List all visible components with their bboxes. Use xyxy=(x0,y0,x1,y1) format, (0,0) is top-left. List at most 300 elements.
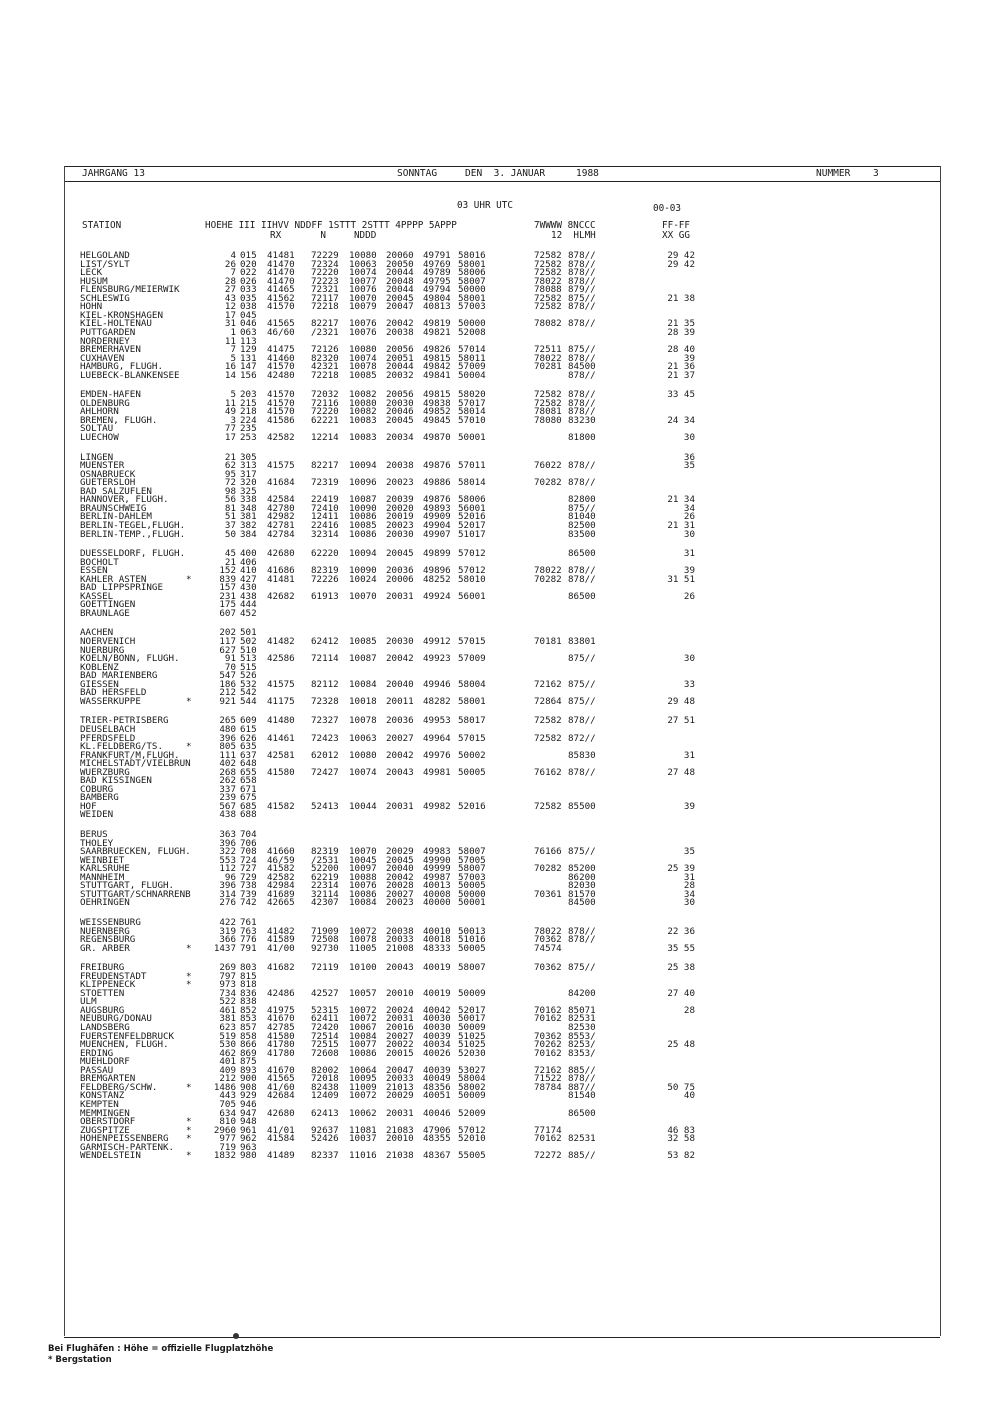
station-name: BERUS xyxy=(80,829,108,840)
station-height: 77 xyxy=(224,423,236,435)
group-7wwww: 72162 xyxy=(534,678,562,690)
group-1sttt: 10086 xyxy=(349,1047,377,1059)
group-ihvv: 41975 xyxy=(267,1004,295,1016)
station-name: LANDSBERG xyxy=(80,1022,130,1033)
group-2sttt: 20023 xyxy=(386,477,414,489)
group-nddff: 72508 xyxy=(311,934,339,946)
group-1sttt: 10037 xyxy=(349,1133,377,1145)
group-1sttt: 10084 xyxy=(349,1030,377,1042)
station-id: 727 xyxy=(240,863,257,875)
station-height: 839 xyxy=(219,573,236,585)
station-id: 818 xyxy=(240,979,257,991)
station-name: BAMBERG xyxy=(80,792,119,804)
station-height: 314 xyxy=(219,888,236,900)
group-2sttt: 20010 xyxy=(386,1133,414,1145)
group-8nccc: 86500 xyxy=(568,548,596,560)
group-ihvv: 41489 xyxy=(267,1150,295,1162)
station-name: AHLHORN xyxy=(80,406,119,418)
frame-bottom-rule xyxy=(64,1337,940,1338)
group-4pppp: 40049 xyxy=(423,1073,451,1085)
mountain-station-marker: * xyxy=(186,741,192,753)
station-height: 719 xyxy=(219,1141,236,1153)
group-nddff: 32314 xyxy=(311,528,339,540)
station-name: LUEBECK-BLANKENSEE xyxy=(80,369,180,381)
group-ihvv: 41470 xyxy=(267,267,295,279)
group-7wwww: 72582 xyxy=(534,301,562,313)
station-id: 724 xyxy=(240,854,257,866)
group-5appp: 58004 xyxy=(458,1073,486,1085)
station-id: 852 xyxy=(240,1004,257,1016)
group-ihvv: 41575 xyxy=(267,460,295,472)
group-ff: 30 xyxy=(683,528,695,540)
station-name: STUTTGART, FLUGH. xyxy=(80,880,175,892)
group-1sttt: 10087 xyxy=(349,653,377,665)
group-ff: 39 xyxy=(683,800,695,812)
group-2sttt: 20047 xyxy=(386,301,414,313)
group-ff: 30 xyxy=(683,897,695,909)
group-4pppp: 40013 xyxy=(423,880,451,892)
station-height: 212 xyxy=(219,1073,236,1085)
station-height: 56 xyxy=(224,494,236,506)
group-8nccc: 86500 xyxy=(568,590,596,602)
header-day: SONNTAG xyxy=(397,168,438,179)
station-name: EMDEN-HAFEN xyxy=(80,389,141,401)
station-name: KOBLENZ xyxy=(80,661,119,673)
station-id: 658 xyxy=(240,775,257,787)
group-1sttt: 10063 xyxy=(349,732,377,744)
group-5appp: 58014 xyxy=(458,477,486,489)
station-id: 739 xyxy=(240,888,257,900)
station-name: BERLIN-TEMP.,FLUGH. xyxy=(80,528,186,540)
group-2sttt: 20050 xyxy=(386,258,414,270)
station-id: 147 xyxy=(240,361,257,373)
group-nddff: 71909 xyxy=(311,925,339,937)
group-2sttt: 20045 xyxy=(386,292,414,304)
station-id: 502 xyxy=(240,636,257,647)
group-2sttt: 20044 xyxy=(386,361,414,373)
group-2sttt: 20045 xyxy=(386,854,414,866)
column-station: STATION xyxy=(82,220,122,231)
station-height: 175 xyxy=(219,599,236,611)
station-name: KASSEL xyxy=(80,590,114,602)
station-height: 363 xyxy=(219,829,236,840)
group-7wwww: 76022 xyxy=(534,460,562,472)
station-height: 50 xyxy=(224,528,236,540)
station-id: 444 xyxy=(240,599,257,611)
station-id: 046 xyxy=(240,318,257,330)
mountain-station-marker: * xyxy=(186,979,192,991)
group-ihvv: 41580 xyxy=(267,766,295,778)
group-8nccc: 878// xyxy=(568,369,596,381)
group-7wwww: 76162 xyxy=(534,766,562,778)
group-nddff: 42527 xyxy=(311,987,339,999)
station-id: 513 xyxy=(240,653,257,665)
group-ff: 21 31 xyxy=(667,519,695,531)
group-4pppp: 40019 xyxy=(423,987,451,999)
station-height: 381 xyxy=(219,1013,236,1025)
group-4pppp: 48356 xyxy=(423,1081,451,1093)
station-height: 7 xyxy=(230,267,236,279)
station-id: 406 xyxy=(240,556,257,568)
station-id: 381 xyxy=(240,511,257,523)
group-4pppp: 40019 xyxy=(423,962,451,974)
group-8nccc: 81540 xyxy=(568,1090,596,1102)
group-5appp: 57011 xyxy=(458,460,486,472)
group-4pppp: 49886 xyxy=(423,477,451,489)
group-8nccc: 83230 xyxy=(568,414,596,426)
group-nddff: /2531 xyxy=(311,854,339,866)
group-4pppp: 49815 xyxy=(423,352,451,364)
group-5appp: 57009 xyxy=(458,361,486,373)
station-id: 410 xyxy=(240,565,257,577)
station-id: 776 xyxy=(240,934,257,946)
group-4pppp: 40008 xyxy=(423,888,451,900)
station-id: 325 xyxy=(240,485,257,497)
station-name: HELGOLAND xyxy=(80,250,130,261)
group-5appp: 57010 xyxy=(458,414,486,426)
group-5appp: 58014 xyxy=(458,406,486,418)
group-nddff: 52315 xyxy=(311,1004,339,1016)
group-7wwww: 72582 xyxy=(534,258,562,270)
station-id: 224 xyxy=(240,414,257,426)
station-id: 980 xyxy=(240,1150,257,1162)
group-4pppp: 48367 xyxy=(423,1150,451,1162)
column-ff-1: FF-FF xyxy=(662,220,690,231)
group-ff: 21 38 xyxy=(667,292,695,304)
group-8nccc: 84500 xyxy=(568,897,596,909)
group-7wwww: 72272 xyxy=(534,1150,562,1162)
station-name: GIESSEN xyxy=(80,678,119,690)
group-ff: 32 58 xyxy=(667,1133,695,1145)
footnote-airport-height: Bei Flughäfen : Höhe = offizielle Flugplatzhöhe xyxy=(48,1344,274,1354)
station-name: WEISSENBURG xyxy=(80,916,141,928)
group-2sttt: 20039 xyxy=(386,494,414,506)
group-2sttt: 20033 xyxy=(386,1073,414,1085)
group-1sttt: 10087 xyxy=(349,494,377,506)
group-8nccc: 878// xyxy=(568,258,596,270)
column-time-utc: 03 UHR UTC xyxy=(457,200,513,211)
group-1sttt: 10086 xyxy=(349,528,377,540)
group-2sttt: 20029 xyxy=(386,1090,414,1102)
group-nddff: 61913 xyxy=(311,590,339,602)
group-nddff: 82319 xyxy=(311,846,339,858)
station-id: 742 xyxy=(240,897,257,909)
group-4pppp: 49946 xyxy=(423,678,451,690)
station-name: ESSEN xyxy=(80,565,108,577)
group-1sttt: 10088 xyxy=(349,871,377,883)
group-5appp: 58007 xyxy=(458,275,486,287)
group-ihvv: 41482 xyxy=(267,925,295,937)
group-4pppp: 49899 xyxy=(423,548,451,560)
station-name: GARMISCH-PARTENK. xyxy=(80,1141,175,1153)
group-5appp: 52016 xyxy=(458,511,486,523)
group-7wwww: 70362 xyxy=(534,1030,562,1042)
group-2sttt: 20042 xyxy=(386,318,414,330)
group-5appp: 55005 xyxy=(458,1150,486,1162)
group-7wwww: 78022 xyxy=(534,565,562,577)
station-id: 438 xyxy=(240,590,257,602)
group-2sttt: 20038 xyxy=(386,326,414,338)
group-ihvv: 41470 xyxy=(267,258,295,270)
station-name: OSNABRUECK xyxy=(80,468,136,480)
station-height: 634 xyxy=(219,1107,236,1119)
group-ihvv: 41689 xyxy=(267,888,295,900)
group-8nccc: 8553/ xyxy=(568,1030,596,1042)
group-ff: 21 35 xyxy=(667,318,695,330)
group-ihvv: 41670 xyxy=(267,1064,295,1076)
station-height: 921 xyxy=(219,695,236,707)
group-4pppp: 49896 xyxy=(423,565,451,577)
group-4pppp: 40000 xyxy=(423,897,451,909)
group-8nccc: 885// xyxy=(568,1150,596,1162)
group-8nccc: 878// xyxy=(568,460,596,472)
station-height: 461 xyxy=(219,1004,236,1016)
group-ff: 39 xyxy=(683,352,695,364)
group-4pppp: 49909 xyxy=(423,511,451,523)
station-height: 401 xyxy=(219,1056,236,1068)
group-2sttt: 20031 xyxy=(386,800,414,812)
group-ff: 35 xyxy=(683,460,695,472)
station-height: 212 xyxy=(219,687,236,699)
station-id: 400 xyxy=(240,548,257,560)
column-header-line1: HOEHE III IIHVV NDDFF 1STTT 2STTT 4PPPP 5APPP xyxy=(205,220,457,231)
station-id: 215 xyxy=(240,397,257,409)
ink-blot xyxy=(233,1333,239,1339)
group-8nccc: 875// xyxy=(568,502,596,514)
group-ihvv: 42682 xyxy=(267,590,295,602)
group-ihvv: 42780 xyxy=(267,502,295,514)
group-nddff: 72423 xyxy=(311,732,339,744)
group-nddff: 72319 xyxy=(311,477,339,489)
group-5appp: 58001 xyxy=(458,292,486,304)
group-ihvv: 41562 xyxy=(267,292,295,304)
group-1sttt: 10070 xyxy=(349,590,377,602)
station-height: 977 xyxy=(219,1133,236,1145)
station-height: 553 xyxy=(219,854,236,866)
station-name: LECK xyxy=(80,267,103,279)
group-2sttt: 20033 xyxy=(386,934,414,946)
group-1sttt: 10072 xyxy=(349,925,377,937)
group-4pppp: 49842 xyxy=(423,361,451,373)
group-ihvv: 41/00 xyxy=(267,942,295,954)
group-1sttt: 10072 xyxy=(349,1090,377,1102)
group-4pppp: 48355 xyxy=(423,1133,451,1145)
group-ihvv: 42586 xyxy=(267,653,295,665)
group-ihvv: 41586 xyxy=(267,414,295,426)
group-8nccc: 878// xyxy=(568,934,596,946)
group-ihvv: 42581 xyxy=(267,749,295,761)
group-8nccc: 83500 xyxy=(568,528,596,540)
station-height: 3 xyxy=(230,414,236,426)
group-nddff: 72328 xyxy=(311,695,339,707)
group-4pppp: 49852 xyxy=(423,406,451,418)
station-height: 202 xyxy=(219,627,236,639)
group-4pppp: 48252 xyxy=(423,573,451,585)
station-id: 655 xyxy=(240,766,257,778)
station-name: KAHLER ASTEN xyxy=(80,573,147,585)
group-1sttt: 10070 xyxy=(349,292,377,304)
group-8nccc: 879// xyxy=(568,284,596,296)
group-8nccc: 86500 xyxy=(568,1107,596,1119)
group-7wwww: 72864 xyxy=(534,695,562,707)
group-2sttt: 20023 xyxy=(386,897,414,909)
station-height: 70 xyxy=(224,661,236,673)
group-2sttt: 20029 xyxy=(386,846,414,858)
group-2sttt: 20051 xyxy=(386,352,414,364)
station-name: OEHRINGEN xyxy=(80,897,130,909)
station-name: BAD MARIENBERG xyxy=(80,670,158,682)
group-5appp: 58006 xyxy=(458,267,486,279)
group-ff: 36 xyxy=(683,451,695,463)
station-name: FLENSBURG/MEIERWIK xyxy=(80,284,180,296)
station-height: 117 xyxy=(219,636,236,647)
group-nddff: 92637 xyxy=(311,1124,339,1136)
group-5appp: 50009 xyxy=(458,1090,486,1102)
group-1sttt: 10077 xyxy=(349,275,377,287)
group-1sttt: 10076 xyxy=(349,318,377,330)
group-7wwww: 72582 xyxy=(534,389,562,401)
station-height: 12 xyxy=(224,301,236,313)
station-id: 253 xyxy=(240,432,257,443)
station-name: MEMMINGEN xyxy=(80,1107,130,1119)
group-4pppp: 40026 xyxy=(423,1047,451,1059)
header-rule-bottom xyxy=(64,181,940,182)
station-id: 791 xyxy=(240,942,257,954)
mountain-station-marker: * xyxy=(186,695,192,707)
station-height: 49 xyxy=(224,406,236,418)
group-7wwww: 78081 xyxy=(534,406,562,418)
group-2sttt: 20043 xyxy=(386,962,414,974)
group-5appp: 57012 xyxy=(458,1124,486,1136)
header-year: 1988 xyxy=(576,168,599,179)
group-2sttt: 20045 xyxy=(386,414,414,426)
group-1sttt: 10063 xyxy=(349,258,377,270)
group-nddff: 32114 xyxy=(311,888,339,900)
group-nddff: 22416 xyxy=(311,519,339,531)
group-4pppp: 49795 xyxy=(423,275,451,287)
group-8nccc: 878// xyxy=(568,406,596,418)
group-1sttt: 11016 xyxy=(349,1150,377,1162)
group-nddff: 72032 xyxy=(311,389,339,401)
group-4pppp: 40030 xyxy=(423,1022,451,1033)
group-nddff: 82002 xyxy=(311,1064,339,1076)
group-8nccc: 885// xyxy=(568,1064,596,1076)
station-name: HOHN xyxy=(80,301,103,313)
group-nddff: 62220 xyxy=(311,548,339,560)
group-4pppp: 49826 xyxy=(423,344,451,356)
group-2sttt: 20038 xyxy=(386,925,414,937)
group-1sttt: 10018 xyxy=(349,695,377,707)
group-nddff: 72223 xyxy=(311,275,339,287)
station-height: 186 xyxy=(219,678,236,690)
group-ff: 22 36 xyxy=(667,925,695,937)
group-5appp: 50000 xyxy=(458,318,486,330)
station-id: 235 xyxy=(240,423,257,435)
group-2sttt: 20046 xyxy=(386,406,414,418)
group-ff: 33 45 xyxy=(667,389,695,401)
station-id: 761 xyxy=(240,916,257,928)
group-8nccc: 878// xyxy=(568,318,596,330)
group-nddff: 72114 xyxy=(311,653,339,665)
group-2sttt: 21008 xyxy=(386,942,414,954)
group-1sttt: 10085 xyxy=(349,369,377,381)
station-height: 231 xyxy=(219,590,236,602)
group-ihvv: 41684 xyxy=(267,477,295,489)
station-name: CUXHAVEN xyxy=(80,352,125,364)
station-id: 947 xyxy=(240,1107,257,1119)
station-height: 522 xyxy=(219,996,236,1008)
group-4pppp: 49987 xyxy=(423,871,451,883)
group-ihvv: 41570 xyxy=(267,389,295,401)
group-4pppp: 49794 xyxy=(423,284,451,296)
group-1sttt: 10067 xyxy=(349,1022,377,1033)
group-1sttt: 10094 xyxy=(349,460,377,472)
station-height: 262 xyxy=(219,775,236,787)
station-height: 31 xyxy=(224,318,236,330)
group-ff: 28 xyxy=(683,1004,695,1016)
column-ff-2: XX GG xyxy=(662,230,690,241)
group-5appp: 50013 xyxy=(458,925,486,937)
station-name: FELDBERG/SCHW. xyxy=(80,1081,158,1093)
group-4pppp: 40034 xyxy=(423,1039,451,1051)
station-height: 319 xyxy=(219,925,236,937)
group-4pppp: 49976 xyxy=(423,749,451,761)
group-ff: 25 38 xyxy=(667,962,695,974)
station-height: 112 xyxy=(219,863,236,875)
group-8nccc: 878// xyxy=(568,1073,596,1085)
station-height: 96 xyxy=(224,871,236,883)
group-5appp: 52030 xyxy=(458,1047,486,1059)
group-2sttt: 20010 xyxy=(386,987,414,999)
station-id: 866 xyxy=(240,1039,257,1051)
station-id: 948 xyxy=(240,1116,257,1128)
station-id: 045 xyxy=(240,309,257,321)
group-1sttt: 10080 xyxy=(349,250,377,261)
group-5appp: 56001 xyxy=(458,502,486,514)
station-name: ZUGSPITZE xyxy=(80,1124,130,1136)
station-name: NORDERNEY xyxy=(80,335,130,347)
group-7wwww: 76166 xyxy=(534,846,562,858)
group-ihvv: 42781 xyxy=(267,519,295,531)
group-1sttt: 10084 xyxy=(349,897,377,909)
group-5appp: 57014 xyxy=(458,344,486,356)
group-ihvv: 41575 xyxy=(267,678,295,690)
group-2sttt: 20048 xyxy=(386,275,414,287)
group-ihvv: 42584 xyxy=(267,494,295,506)
group-5appp: 58020 xyxy=(458,389,486,401)
group-nddff: 22419 xyxy=(311,494,339,506)
group-5appp: 51017 xyxy=(458,528,486,540)
group-8nccc: 8253/ xyxy=(568,1039,596,1051)
group-7wwww: 70362 xyxy=(534,934,562,946)
group-7wwww: 70162 xyxy=(534,1133,562,1145)
station-id: 962 xyxy=(240,1133,257,1145)
group-2sttt: 20044 xyxy=(386,284,414,296)
group-ihvv: 42480 xyxy=(267,369,295,381)
group-1sttt: 10024 xyxy=(349,573,377,585)
group-8nccc: 8353/ xyxy=(568,1047,596,1059)
header-number: 3 xyxy=(873,168,879,179)
header-number-label: NUMMER xyxy=(816,168,851,179)
group-8nccc: 878// xyxy=(568,766,596,778)
group-1sttt: 10097 xyxy=(349,863,377,875)
group-ff: 31 xyxy=(683,548,695,560)
group-2sttt: 20042 xyxy=(386,749,414,761)
station-height: 797 xyxy=(219,970,236,982)
group-5appp: 56001 xyxy=(458,590,486,602)
group-ihvv: 41480 xyxy=(267,715,295,727)
group-5appp: 50005 xyxy=(458,880,486,892)
